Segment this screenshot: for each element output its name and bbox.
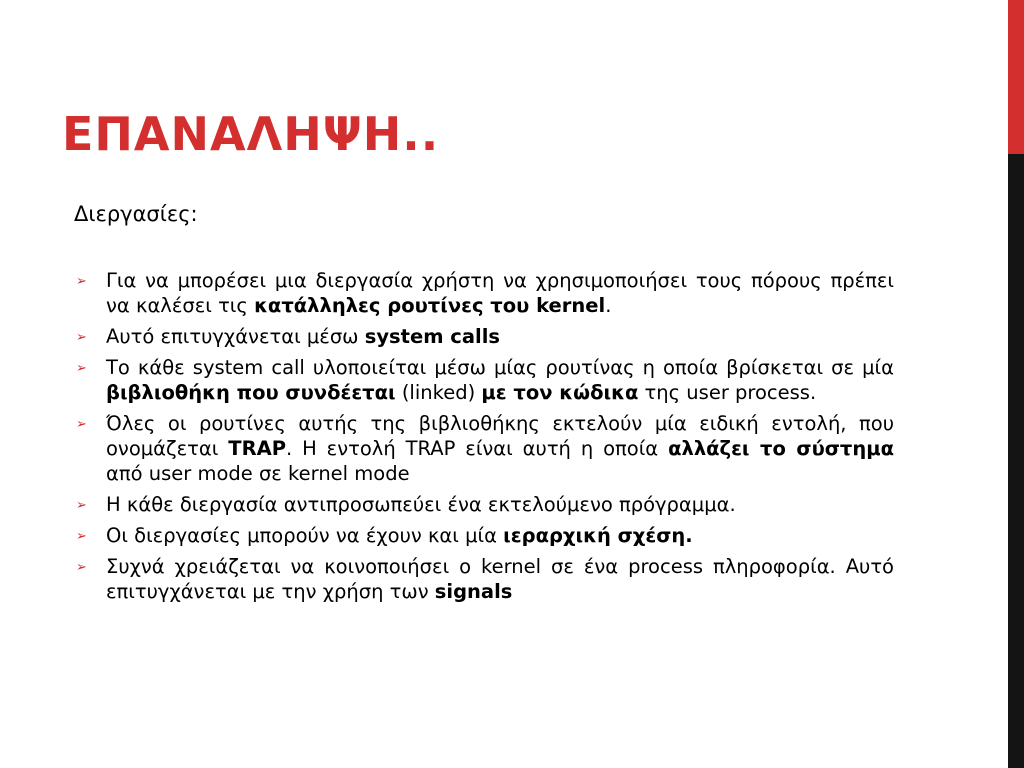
bullet-item-2: ➢ Αυτό επιτυγχάνεται μέσω system calls (76, 325, 500, 348)
arrow-bullet-icon: ➢ (76, 330, 87, 345)
bullet-item-5: ➢ Η κάθε διεργασία αντιπροσωπεύει ένα εκτελούμενο πρόγραμμα. (76, 493, 736, 516)
bullet-item-4: ➢ Όλες οι ρουτίνες αυτής της βιβλιοθήκης εκτελούν μία ειδική εντολή, που ονομάζεται TRAP. Η εντολή TRAP είναι αυτή η οποία αλλάζει το σύστημα από user mode σε kernel mode (76, 412, 894, 485)
arrow-bullet-icon: ➢ (76, 361, 87, 376)
side-accent-bar-dark (1008, 154, 1024, 768)
slide-title: ΕΠΑΝΑΛΗΨΗ.. (62, 107, 440, 161)
bullet-item-3: ➢ Το κάθε system call υλοποιείται μέσω μίας ρουτίνας η οποία βρίσκεται σε μία βιβλιοθήκη που συνδέεται (linked) με τον κώδικα της user process. (76, 356, 894, 404)
slide-subtitle: Διεργασίες: (74, 202, 198, 226)
arrow-bullet-icon: ➢ (76, 498, 87, 513)
bullet-item-1: ➢ Για να μπορέσει μια διεργασία χρήστη να χρησιμοποιήσει τους πόρους πρέπει να καλέσει τις κατάλληλες ρουτίνες του kernel. (76, 269, 894, 317)
bullet-item-6: ➢ Οι διεργασίες μπορούν να έχουν και μία ιεραρχική σχέση. (76, 524, 693, 547)
arrow-bullet-icon: ➢ (76, 274, 87, 289)
arrow-bullet-icon: ➢ (76, 417, 87, 432)
side-accent-bar-red (1008, 0, 1024, 154)
arrow-bullet-icon: ➢ (76, 529, 87, 544)
bullet-item-7: ➢ Συχνά χρειάζεται να κοινοποιήσει ο kernel σε ένα process πληροφορία. Αυτό επιτυγχάνεται με την χρήση των signals (76, 555, 894, 603)
arrow-bullet-icon: ➢ (76, 560, 87, 575)
bullet-list (72, 268, 894, 610)
